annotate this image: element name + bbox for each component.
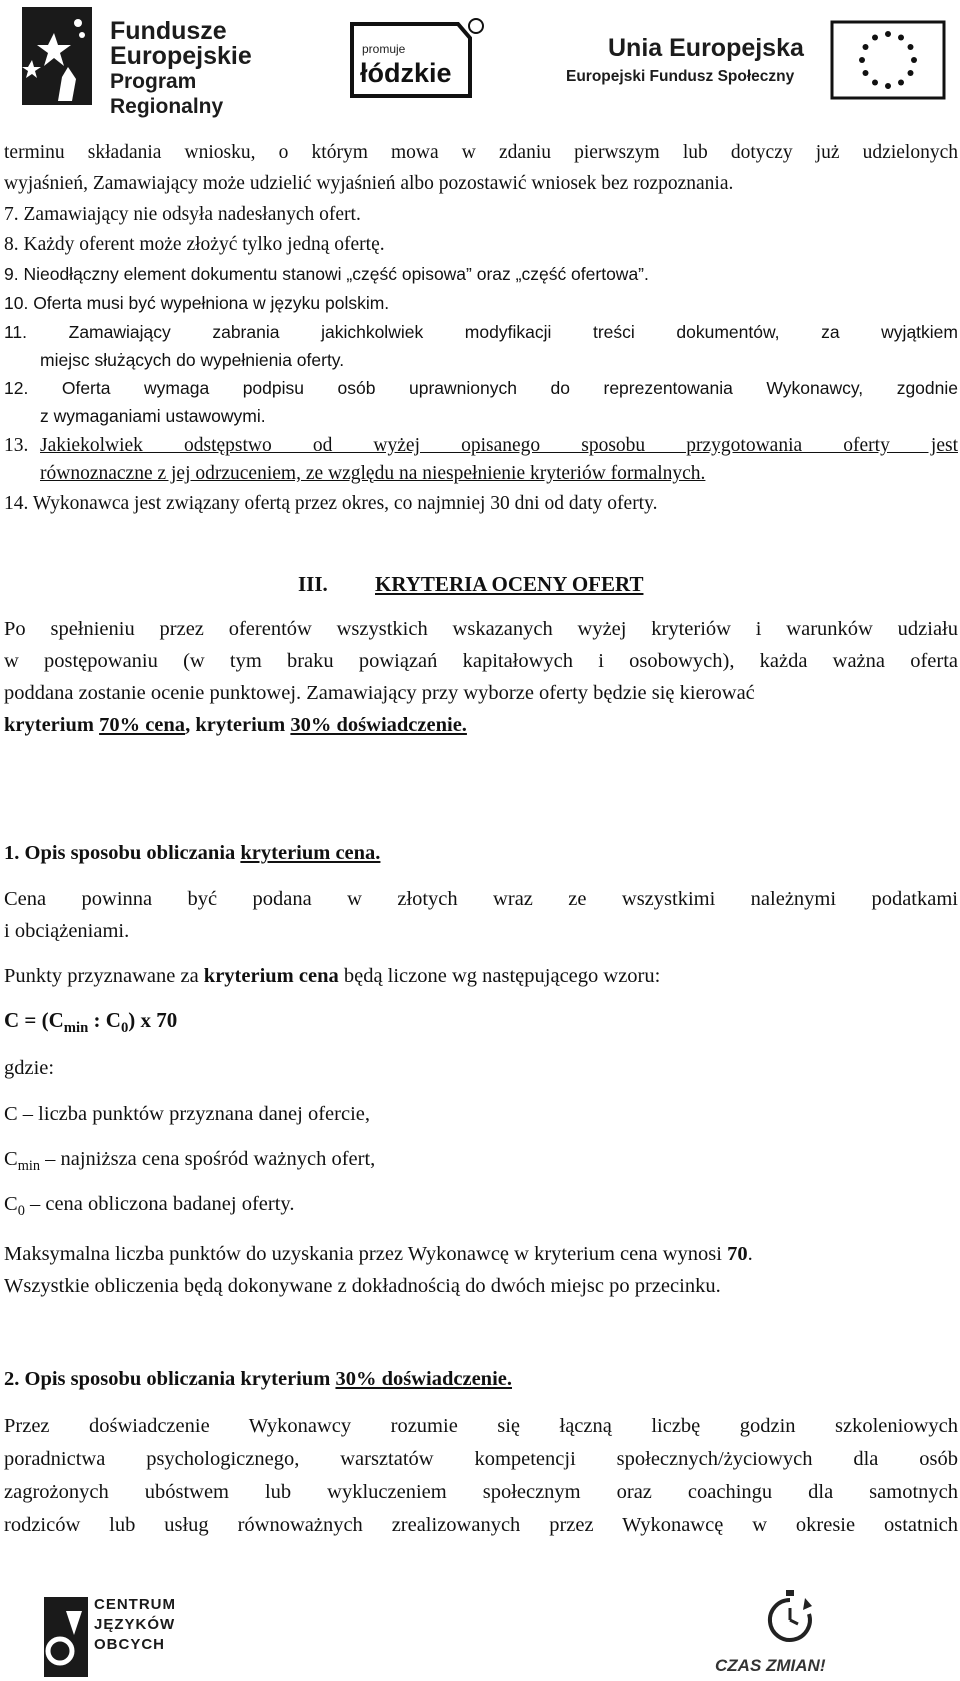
formula-part-b: : C <box>88 1008 121 1032</box>
criterion-1-heading <box>4 842 380 865</box>
list-item-12-line-1: 12. Oferta wymaga podpisu osób uprawnionych do reprezentowania Wykonawcy, zgodnie <box>4 378 958 398</box>
logo-ue-subtitle: Europejski Fundusz Społeczny <box>566 68 795 85</box>
definition-c0 <box>4 1193 295 1220</box>
def-c0-text: – cena obliczona badanej oferty. <box>24 1193 295 1215</box>
def-c0-symbol: C <box>4 1193 18 1215</box>
list-item-11-line-1: 11. Zamawiający zabrania jakichkolwiek modyfikacji treści dokumentów, za wyjątkiem <box>4 322 958 342</box>
criterion-1-heading-text: 1. Opis sposobu obliczania <box>4 842 241 864</box>
definition-c: C – liczba punktów przyznana danej ofercie, <box>4 1103 370 1125</box>
criteria-price: 70% cena <box>99 714 186 736</box>
list-item-8: 8. Każdy oferent może złożyć tylko jedną ofertę. <box>4 234 385 255</box>
def-c0-sub: 0 <box>17 1203 25 1220</box>
formula-part-a: C = (C <box>4 1008 64 1032</box>
max-points-end: . <box>747 1243 753 1265</box>
logo-lodz-name: łódzkie <box>360 58 452 88</box>
criterion-2-heading <box>4 1368 512 1391</box>
fundusze-europejskie-logo <box>18 5 278 118</box>
definition-cmin <box>4 1148 376 1175</box>
logo-fe-line1: Fundusze <box>110 17 227 45</box>
criteria-mid: , kryterium <box>185 714 291 736</box>
points-text-bold: kryterium cena <box>203 965 339 987</box>
def-cmin-text: – najniższa cena spośród ważnych ofert, <box>40 1148 376 1170</box>
criterion-1-paragraph-line-2: i obciążeniami. <box>4 920 130 942</box>
criterion-2-paragraph-line-2: poradnictwa psychologicznego, warsztatów kompetencji społecznych/życiowych dla osób <box>4 1448 958 1470</box>
cjo-line-1: CENTRUM <box>94 1596 176 1613</box>
list-item-7: 7. Zamawiający nie odsyła nadesłanych ofert. <box>4 204 361 225</box>
list-continuation-line-2: wyjaśnień, Zamawiający może udzielić wyjaśnień albo pozostawić wniosek bez rozpoznania. <box>4 173 734 194</box>
list-item-9: 9. Nieodłączny element dokumentu stanowi „część opisowa” oraz „część ofertowa”. <box>4 264 649 284</box>
def-cmin-symbol: C <box>4 1148 18 1170</box>
section-number: III. <box>298 572 328 596</box>
stopwatch-icon <box>765 1588 815 1648</box>
criterion-2-paragraph-line-1: Przez doświadczenie Wykonawcy rozumie się łączną liczbę godzin szkoleniowych <box>4 1415 958 1437</box>
czas-zmian-logo <box>715 1588 865 1678</box>
cjo-line-3: OBCYCH <box>94 1636 166 1653</box>
list-item-13-line-1: Jakiekolwiek odstępstwo od wyżej opisanego sposobu przygotowania oferty jest <box>40 435 958 456</box>
max-points-line <box>4 1243 753 1266</box>
calculation-precision-line: Wszystkie obliczenia będą dokonywane z dokładnością do dwóch miejsc po przecinku. <box>4 1275 721 1297</box>
formula-sub-0: 0 <box>120 1020 129 1037</box>
section-title: KRYTERIA OCENY OFERT <box>375 572 644 596</box>
gdzie-label: gdzie: <box>4 1057 55 1079</box>
section3-paragraph-line-2: w postępowaniu (w tym braku powiązań kapitałowych i osobowych), każda ważna oferta <box>4 650 958 672</box>
criterion-2-paragraph-line-4: rodziców lub usług równoważnych zrealizowanych przez Wykonawcę w okresie ostatnich <box>4 1514 958 1536</box>
points-text-a: Punkty przyznawane za <box>4 965 204 987</box>
criteria-experience: 30% doświadczenie. <box>290 714 467 736</box>
centrum-jezykow-obcych-logo <box>42 1591 182 1681</box>
logo-ue-name: Unia Europejska <box>608 34 804 62</box>
list-item-13-number: 13. <box>4 435 29 456</box>
criterion-2-paragraph-line-3: zagrożonych ubóstwem lub wykluczeniem społecznym oraz coachingu dla samotnych <box>4 1481 958 1503</box>
unia-europejska-logo <box>566 20 946 100</box>
max-points-text: Maksymalna liczba punktów do uzyskania przez Wykonawcę w kryterium cena wynosi <box>4 1243 728 1265</box>
section3-paragraph-line-3: poddana zostanie ocenie punktowej. Zamawiający przy wyborze oferty będzie się kierować <box>4 682 755 704</box>
section3-criteria-line <box>4 714 467 737</box>
cjo-line-2: JĘZYKÓW <box>94 1616 176 1633</box>
def-cmin-sub: min <box>17 1158 41 1175</box>
promuje-lodzkie-logo <box>348 18 488 98</box>
logo-lodz-promuje: promuje <box>362 42 406 56</box>
cjo-mark-icon <box>42 1591 92 1679</box>
section3-paragraph-line-1: Po spełnieniu przez oferentów wszystkich wskazanych wyżej kryteriów i warunków udziału <box>4 618 958 640</box>
fe-star-icon <box>18 5 104 105</box>
criterion-2-heading-underlined: 30% doświadczenie. <box>335 1368 512 1390</box>
criterion-1-points-line <box>4 965 660 988</box>
formula-sub-min: min <box>63 1020 89 1037</box>
criterion-2-heading-text: 2. Opis sposobu obliczania kryterium <box>4 1368 336 1390</box>
eu-flag-icon <box>830 20 946 100</box>
max-points-value: 70 <box>727 1243 748 1265</box>
list-continuation-line-1: terminu składania wniosku, o którym mowa w zdaniu pierwszym lub dotyczy już udzielonych <box>4 142 958 163</box>
list-item-13-line-2: równoznaczne z jej odrzuceniem, ze względu na niespełnienie kryteriów formalnych. <box>40 463 706 484</box>
criteria-prefix: kryterium <box>4 714 100 736</box>
price-formula <box>4 1008 178 1037</box>
list-item-11-line-2: miejsc służących do wypełnienia oferty. <box>40 350 345 370</box>
points-text-c: będą liczone wg następującego wzoru: <box>338 965 661 987</box>
logo-fe-line3: Program Regionalny <box>110 70 224 118</box>
list-item-14: 14. Wykonawca jest związany ofertą przez okres, co najmniej 30 dni od daty oferty. <box>4 493 658 514</box>
list-item-10: 10. Oferta musi być wypełniona w języku polskim. <box>4 293 390 313</box>
list-item-12-line-2: z wymaganiami ustawowymi. <box>40 406 266 426</box>
czas-zmian-text: CZAS ZMIAN! <box>715 1656 826 1675</box>
logo-fe-line2: Europejskie <box>110 42 252 70</box>
formula-part-c: ) x 70 <box>128 1008 178 1032</box>
criterion-1-paragraph-line-1: Cena powinna być podana w złotych wraz ze wszystkimi należnymi podatkami <box>4 888 958 910</box>
criterion-1-heading-underlined: kryterium cena. <box>240 842 381 864</box>
